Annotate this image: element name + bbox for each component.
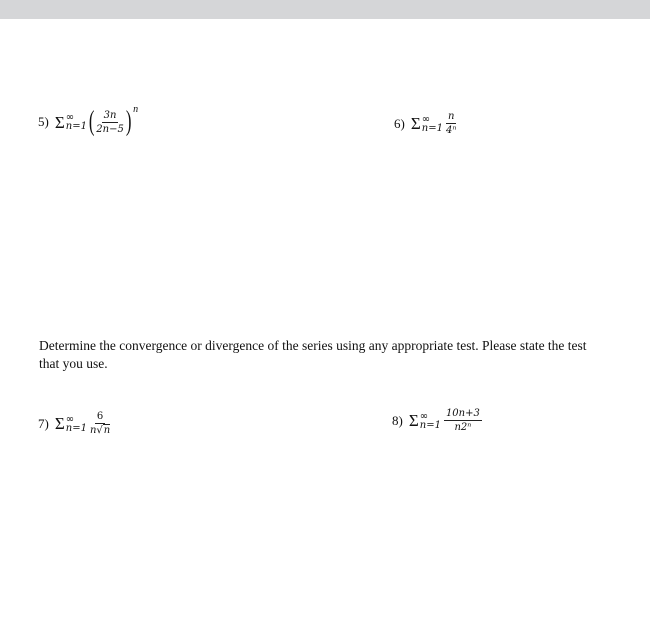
problem-number: 5) <box>38 114 49 129</box>
fraction <box>444 408 482 433</box>
instruction-text: Determine the convergence or divergence of the series using any appropriate test. Please state the test that you use. <box>39 338 587 371</box>
denominator-prefix: n√ <box>89 425 103 436</box>
problem-5 <box>38 104 139 137</box>
numerator: 3n <box>103 109 117 121</box>
denominator: 4ⁿ <box>445 125 457 136</box>
sigma-symbol: Σ <box>54 112 65 132</box>
sigma-symbol: Σ <box>410 114 421 133</box>
denominator <box>90 424 110 436</box>
series-expression <box>54 104 139 137</box>
fraction <box>96 110 124 135</box>
sum-limits <box>422 115 443 133</box>
sigma-symbol: Σ <box>54 414 65 433</box>
problem-6 <box>394 111 456 136</box>
numerator: n <box>447 111 455 122</box>
top-bar <box>0 0 650 19</box>
lower-limit: n=1 <box>421 122 443 134</box>
sum-limits <box>420 412 441 430</box>
upper-limit: ∞ <box>419 410 429 422</box>
sum-limits <box>66 415 87 433</box>
exponent: n <box>133 104 139 115</box>
series-expression <box>411 111 457 136</box>
denominator: n2ⁿ <box>454 422 472 433</box>
radicand: n <box>103 425 111 436</box>
lower-limit: n=1 <box>65 422 87 434</box>
fraction <box>446 111 456 136</box>
sum-limits <box>66 113 87 131</box>
upper-limit: ∞ <box>65 112 75 123</box>
lower-limit: n=1 <box>419 419 441 431</box>
lower-limit: n=1 <box>65 121 87 132</box>
left-paren: ( <box>88 106 95 137</box>
numerator: 10n+3 <box>445 408 480 419</box>
numerator: 6 <box>96 411 104 422</box>
problem-number: 7) <box>38 415 49 431</box>
right-paren: ) <box>125 106 132 137</box>
problem-number: 8) <box>392 412 403 428</box>
upper-limit: ∞ <box>65 413 75 425</box>
series-expression <box>409 408 482 433</box>
problem-8 <box>392 408 482 433</box>
problem-number: 6) <box>394 115 405 131</box>
series-expression <box>55 411 110 436</box>
denominator: 2n−5 <box>96 123 124 135</box>
fraction <box>90 411 110 436</box>
upper-limit: ∞ <box>421 113 431 125</box>
problem-7 <box>38 411 110 436</box>
sigma-symbol: Σ <box>408 411 419 430</box>
